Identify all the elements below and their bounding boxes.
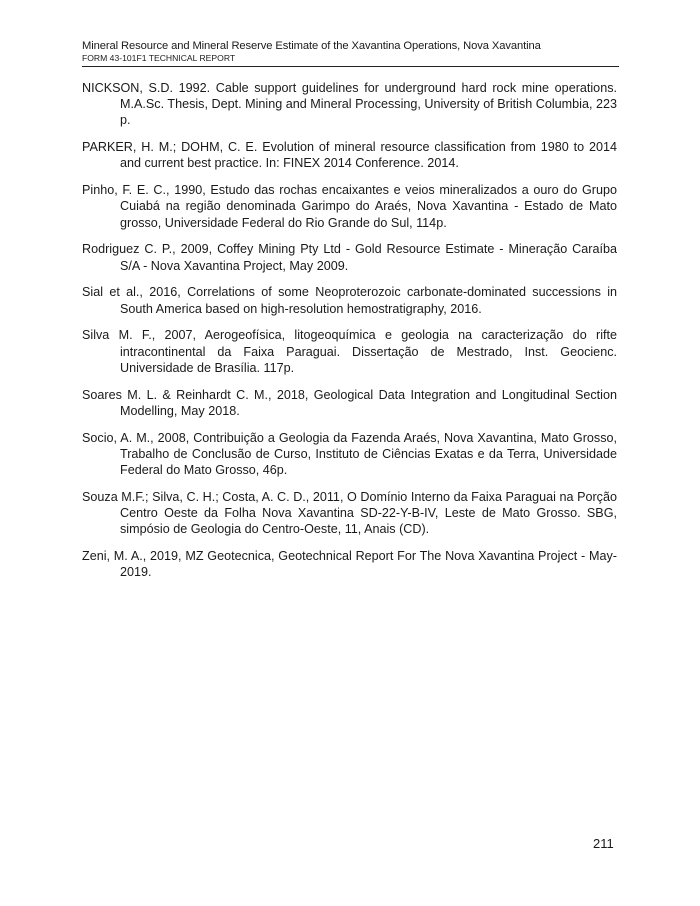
reference-entry: Pinho, F. E. C., 1990, Estudo das rochas encaixantes e veios mineralizados a ouro do Grupo Cuiabá na região denominada Garimpo do Araés, Nova Xavantina - Estado de Mato grosso, Universidade Federal do Rio Grande do Sul, 114p.: [82, 183, 617, 230]
reference-entry: PARKER, H. M.; DOHM, C. E. Evolution of mineral resource classification from 1980 to 2014 and current best practice. In: FINEX 2014 Conference. 2014.: [82, 140, 617, 171]
reference-entry: Sial et al., 2016, Correlations of some Neoproterozoic carbonate-dominated successions in South America based on high-resolution hemostratigraphy, 2016.: [82, 285, 617, 316]
reference-entry: Souza M.F.; Silva, C. H.; Costa, A. C. D., 2011, O Domínio Interno da Faixa Paraguai na Porção Centro Oeste da Folha Nova Xavantina SD-22-Y-B-IV, Leste de Mato Grosso. SBG, simpósio de Geologia do Centro-Oeste, 11, Anais (CD).: [82, 489, 617, 537]
page-number: 211: [593, 836, 614, 851]
report-form-subtitle: FORM 43-101F1 TECHNICAL REPORT: [82, 53, 236, 63]
reference-entry: Silva M. F., 2007, Aerogeofísica, litogeoquímica e geologia na caracterização do rifte intracontinental da Faixa Paraguai. Dissertação de Mestrado, Inst. Geocienc. Universidade de Brasília. 117p.: [82, 328, 617, 375]
page-header: [82, 40, 619, 63]
reference-entry: NICKSON, S.D. 1992. Cable support guidelines for underground hard rock mine operations. M.A.Sc. Thesis, Dept. Mining and Mineral Processing, University of British Columbia, 223 p.: [82, 81, 617, 128]
references-list: [82, 80, 617, 591]
reference-entry: Zeni, M. A., 2019, MZ Geotecnica, Geotechnical Report For The Nova Xavantina Project - May-2019.: [82, 549, 617, 580]
reference-entry: Soares M. L. & Reinhardt C. M., 2018, Geological Data Integration and Longitudinal Section Modelling, May 2018.: [82, 387, 617, 418]
header-divider: [82, 66, 619, 67]
reference-entry: Rodriguez C. P., 2009, Coffey Mining Pty Ltd - Gold Resource Estimate - Mineração Caraíba S/A - Nova Xavantina Project, May 2009.: [82, 242, 617, 273]
report-title: Mineral Resource and Mineral Reserve Estimate of the Xavantina Operations, Nova Xavantina: [82, 40, 541, 52]
reference-entry: Socio, A. M., 2008, Contribuição a Geologia da Fazenda Araés, Nova Xavantina, Mato Grosso, Trabalho de Conclusão de Curso, Instituto de Ciências Exatas e da Terra, Universidade Federal do Mato Grosso, 46p.: [82, 430, 617, 478]
